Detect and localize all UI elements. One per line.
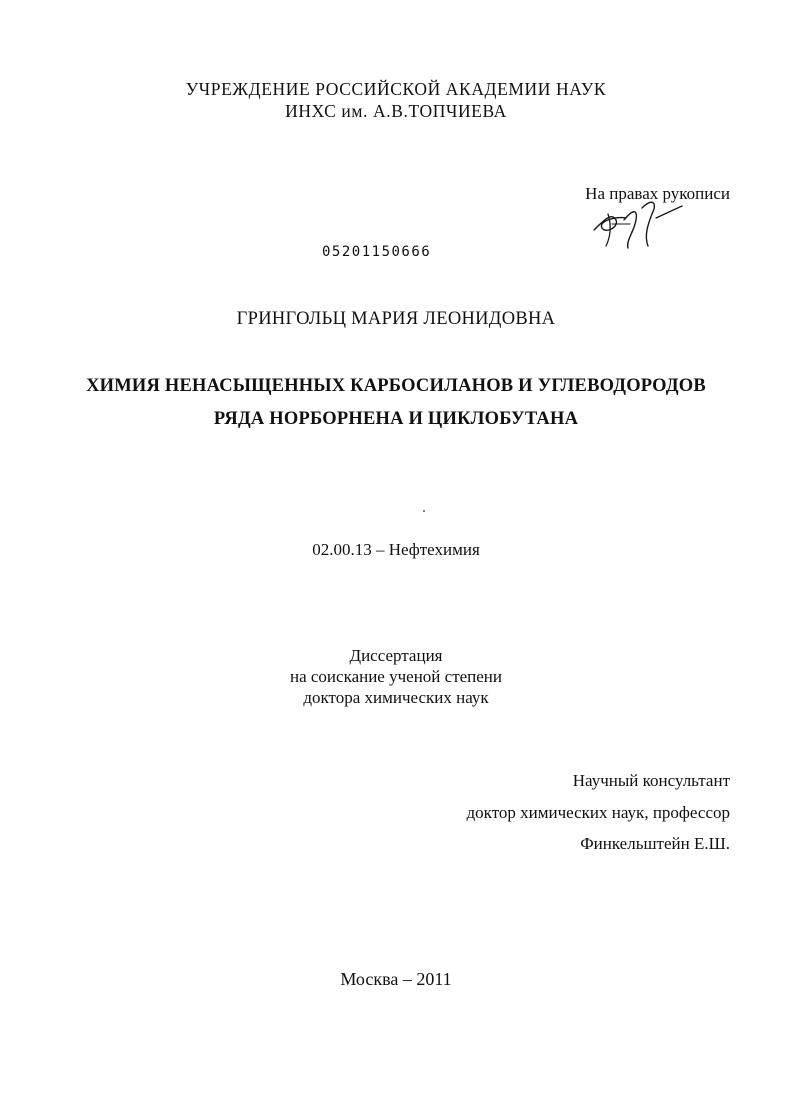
consultant-role: Научный консультант: [572, 771, 730, 790]
place-year: Москва – 2011: [340, 969, 452, 989]
institution-line-1: УЧРЕЖДЕНИЕ РОССИЙСКОЙ АКАДЕМИИ НАУК: [185, 79, 607, 99]
dissertation-title: [0, 370, 792, 436]
document-number: 05201150666: [322, 244, 432, 260]
manuscript-note: На правах рукописи: [585, 184, 730, 203]
title-line-1: ХИМИЯ НЕНАСЫЩЕННЫХ КАРБОСИЛАНОВ И УГЛЕВОДОРОДОВ: [86, 376, 706, 396]
scan-speck: [423, 510, 425, 512]
author-name: ГРИНГОЛЬЦ МАРИЯ ЛЕОНИДОВНА: [236, 309, 556, 329]
title-line-2: РЯДА НОРБОРНЕНА И ЦИКЛОБУТАНА: [213, 409, 579, 429]
consultant-degree: доктор химических наук, профессор: [466, 803, 730, 822]
dissertation-line-1: Диссертация: [349, 646, 443, 665]
dissertation-line-2: на соискание ученой степени: [289, 667, 503, 686]
dissertation-line-3: доктора химических наук: [303, 688, 489, 707]
dissertation-type: [0, 645, 792, 708]
institution-line-2: ИНХС им. А.В.ТОПЧИЕВА: [285, 101, 507, 121]
signature-icon: [586, 190, 696, 256]
consultant-name: Финкельштейн Е.Ш.: [580, 834, 730, 853]
institution-header: [0, 78, 792, 122]
specialty-code: 02.00.13 – Нефтехимия: [312, 540, 480, 559]
